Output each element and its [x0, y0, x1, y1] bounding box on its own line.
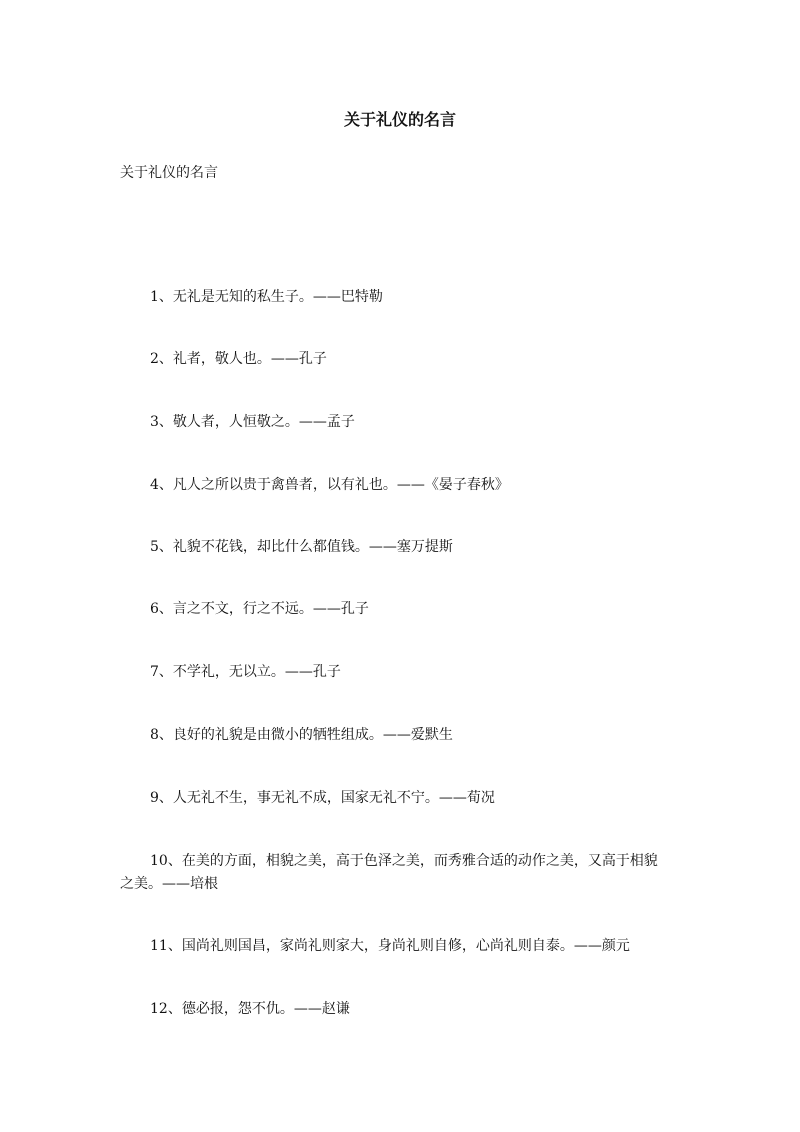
document-subtitle: 关于礼仪的名言 [120, 165, 218, 181]
quote-item: 11、国尚礼则国昌，家尚礼则家大，身尚礼则自修，心尚礼则自泰。——颜元 [150, 938, 630, 954]
quote-item: 9、人无礼不生，事无礼不成，国家无礼不宁。——荀况 [150, 790, 495, 806]
quote-item: 2、礼者，敬人也。——孔子 [150, 351, 327, 367]
quote-item: 4、凡人之所以贵于禽兽者，以有礼也。——《晏子春秋》 [150, 477, 509, 493]
quote-item: 7、不学礼，无以立。——孔子 [150, 664, 341, 680]
quote-item: 6、言之不文，行之不远。——孔子 [150, 601, 369, 617]
quote-item: 1、无礼是无知的私生子。——巴特勒 [150, 289, 383, 305]
document-title: 关于礼仪的名言 [343, 110, 456, 129]
quote-item: 12、德必报，怨不仇。——赵谦 [150, 1001, 350, 1017]
quote-item: 10、在美的方面，相貌之美，高于色泽之美，而秀雅合适的动作之美，又高于相貌之美。——培根 [120, 853, 658, 892]
quote-item: 3、敬人者，人恒敬之。——孟子 [150, 414, 355, 430]
quote-item: 5、礼貌不花钱，却比什么都值钱。——塞万提斯 [150, 539, 453, 555]
quote-item: 8、良好的礼貌是由微小的牺牲组成。——爱默生 [150, 727, 453, 743]
